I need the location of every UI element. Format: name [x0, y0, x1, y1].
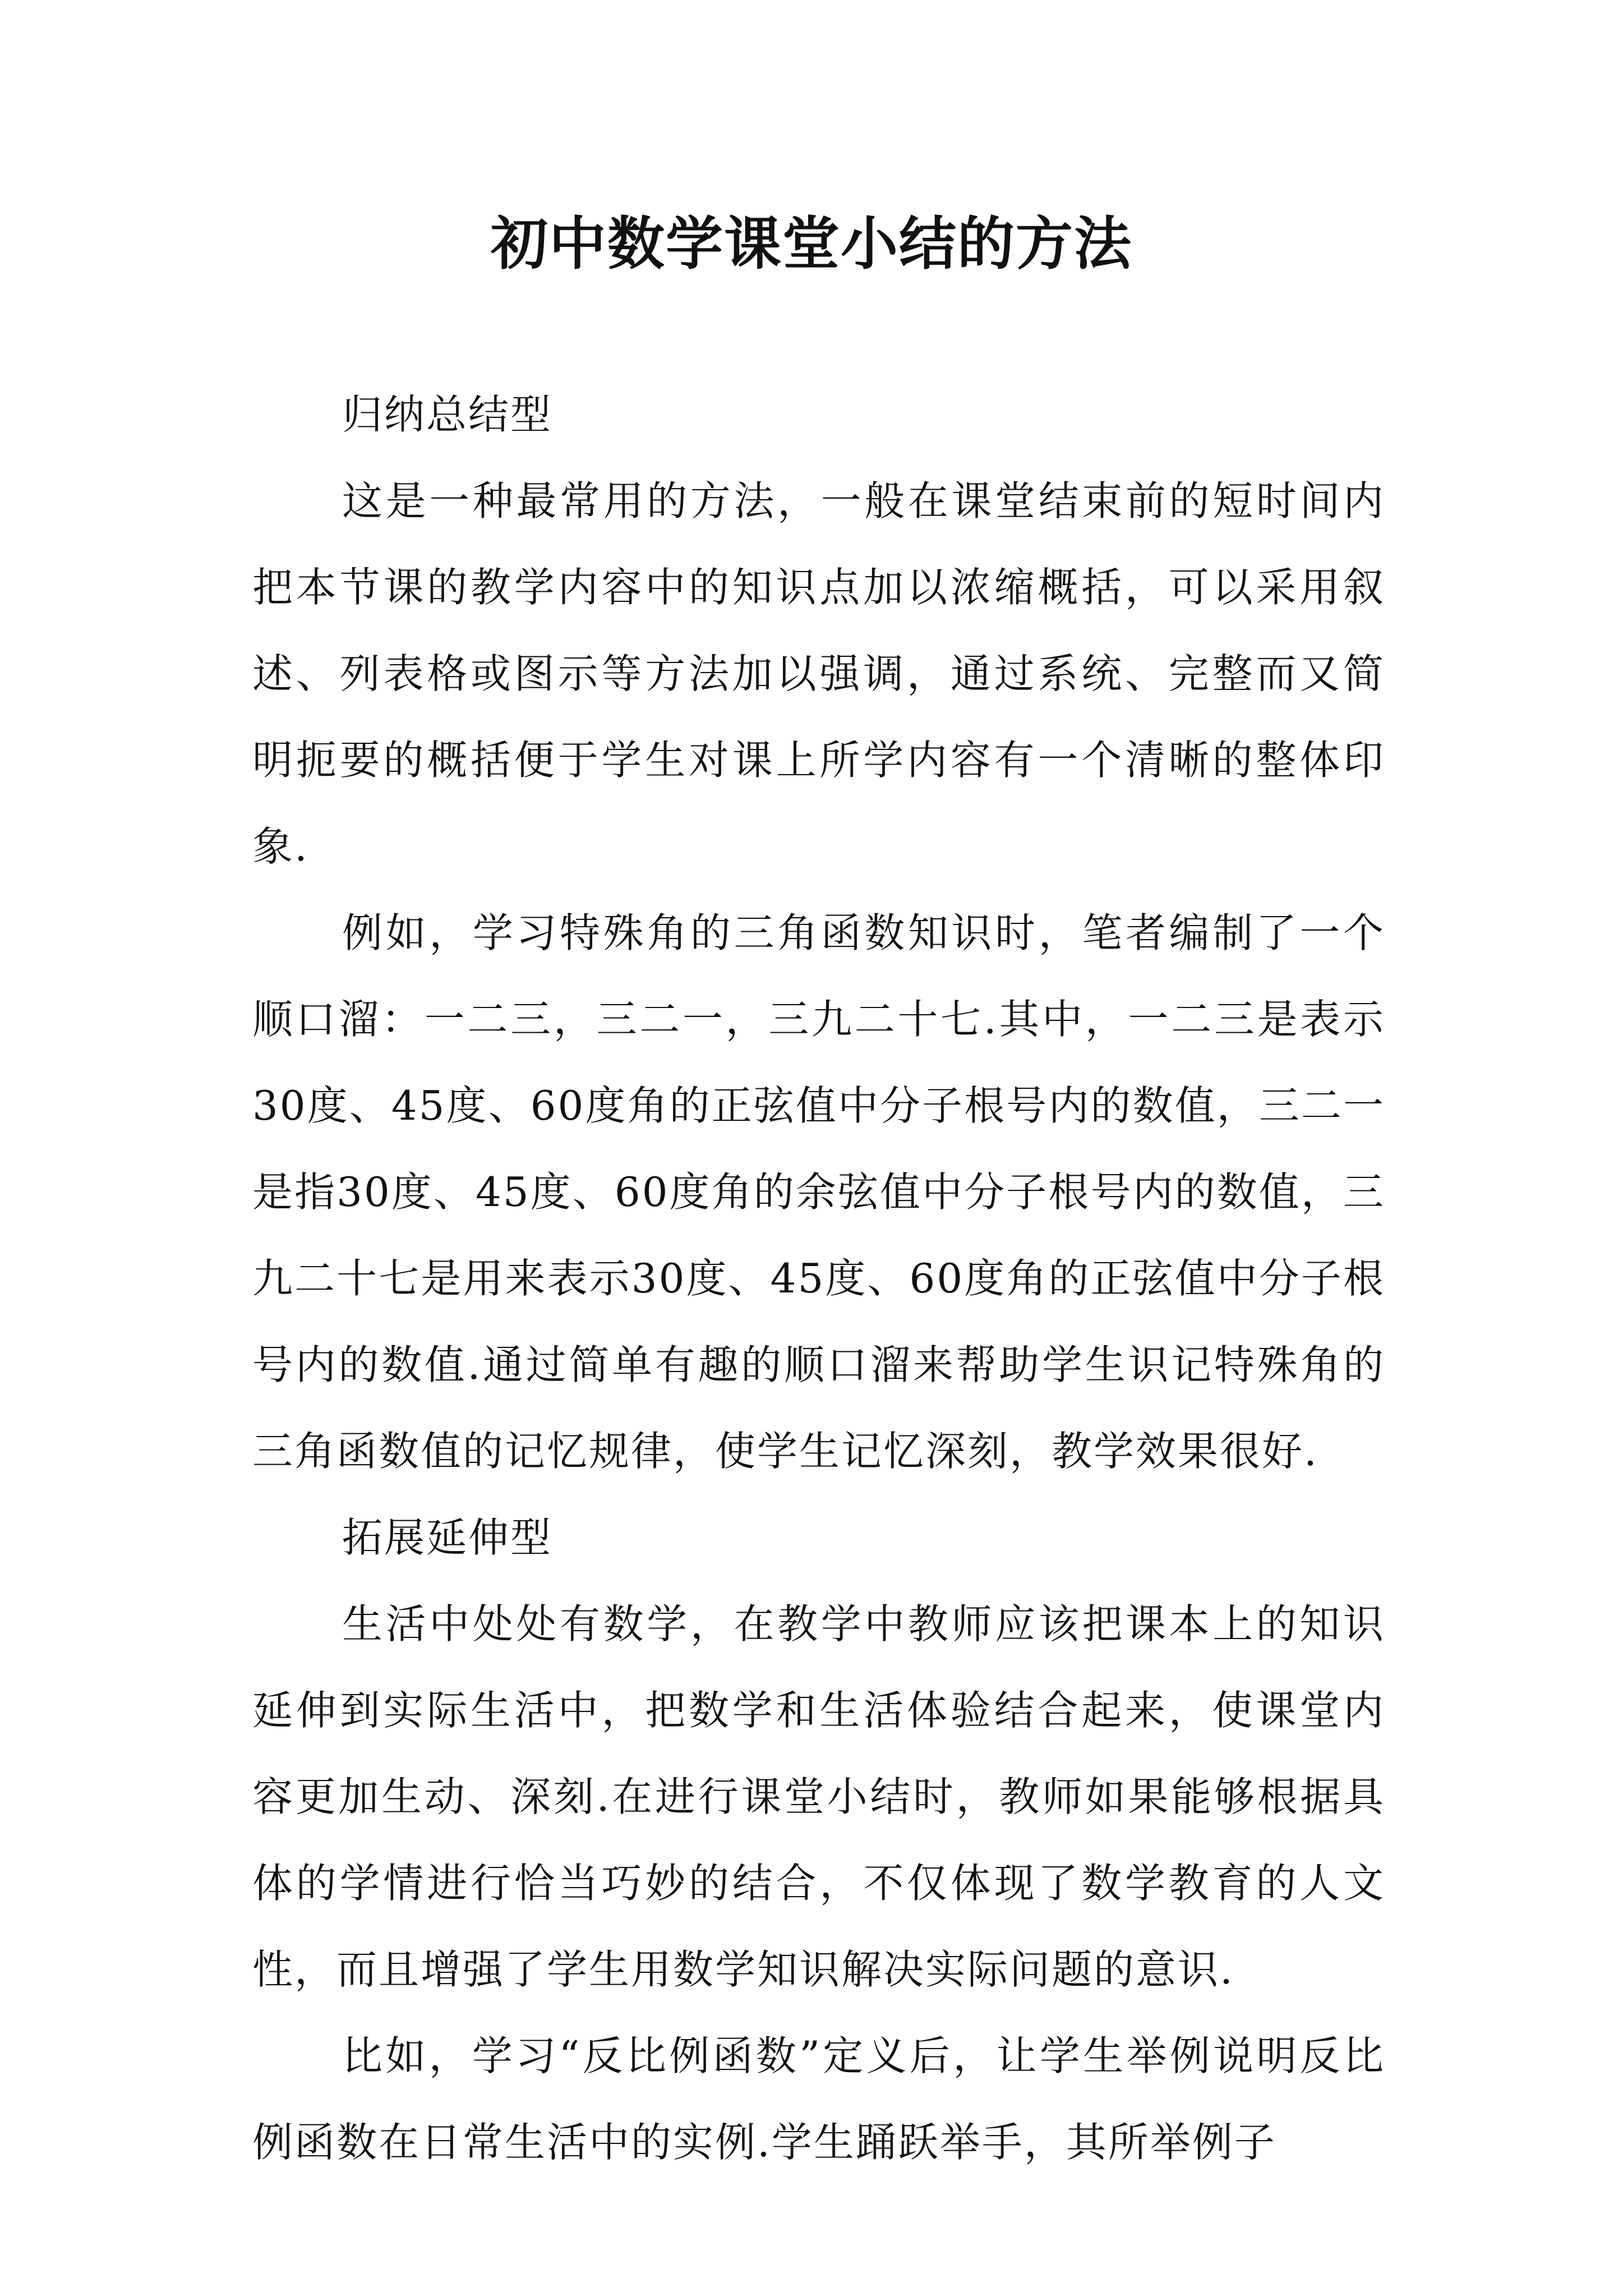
paragraph: 这是一种最常用的方法，一般在课堂结束前的短时间内把本节课的教学内容中的知识点加以浓缩概括，可以采用叙述、列表格或图示等方法加以强调，通过系统、完整而又简明扼要的概括便于学生对课上所学内容有一个清晰的整体印象. — [252, 477, 1385, 870]
section-heading-extension: 拓展延伸型 — [342, 1514, 553, 1561]
document-title: 初中数学课堂小结的方法 — [491, 210, 1132, 278]
paragraph: 生活中处处有数学，在教学中教师应该把课本上的知识延伸到实际生活中，把数学和生活体验结合起来，使课堂内容更加生动、深刻.在进行课堂小结时，教师如果能够根据具体的学情进行恰当巧妙的结合，不仅体现了数学教育的人文性，而且增强了学生用数学知识解决实际问题的意识. — [252, 1600, 1385, 1993]
document-body — [252, 371, 1385, 2185]
paragraph: 例如，学习特殊角的三角函数知识时，笔者编制了一个顺口溜：一二三，三二一，三九二十七.其中，一二三是表示30度、45度、60度角的正弦值中分子根号内的数值，三二一是指30度、45度、60度角的余弦值中分子根号内的数值，三九二十七是用来表示30度、45度、60度角的正弦值中分子根号内的数值.通过简单有趣的顺口溜来帮助学生识记特殊角的三角函数值的记忆规律，使学生记忆深刻，教学效果很好. — [252, 909, 1385, 1475]
section-heading-inductive-summary: 归纳总结型 — [342, 391, 553, 438]
paragraph: 比如，学习“反比例函数”定义后，让学生举例说明反比例函数在日常生活中的实例.学生踊跃举手，其所举例子 — [252, 2032, 1385, 2166]
